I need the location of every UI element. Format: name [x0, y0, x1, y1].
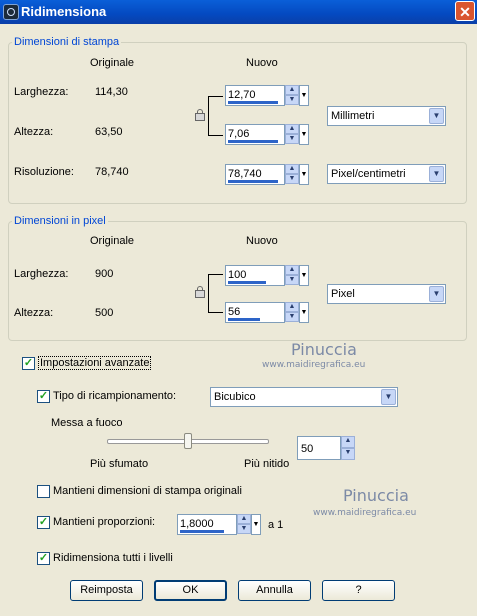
link-bracket — [208, 274, 223, 313]
advanced-settings-checkbox[interactable]: ✓ — [23, 357, 34, 369]
pixel-dimensions-label: Dimensioni in pixel — [14, 215, 106, 227]
pixel-col-original: Originale — [90, 235, 135, 247]
sharpness-label: Messa a fuoco — [51, 417, 123, 429]
spin-up-icon[interactable]: ▲ — [285, 124, 299, 134]
chevron-down-icon[interactable]: ▼ — [299, 164, 309, 185]
cancel-button[interactable]: Annulla — [238, 580, 311, 601]
close-button[interactable]: ✕ — [455, 1, 475, 21]
ratio-stepper[interactable] — [177, 514, 261, 535]
print-height-original: 63,50 — [95, 126, 123, 138]
lock-icon[interactable] — [195, 290, 205, 298]
spin-down-icon[interactable]: ▼ — [341, 448, 355, 460]
print-col-new: Nuovo — [246, 57, 278, 69]
lock-icon[interactable] — [195, 113, 205, 121]
spin-up-icon[interactable]: ▲ — [285, 302, 299, 312]
spin-down-icon[interactable]: ▼ — [285, 174, 299, 184]
spin-down-icon[interactable]: ▼ — [285, 312, 299, 322]
resize-all-layers-checkbox[interactable]: ✓ — [38, 552, 49, 564]
reset-button[interactable]: Reimposta — [70, 580, 143, 601]
chevron-down-icon[interactable]: ▼ — [299, 85, 309, 106]
pixel-height-stepper[interactable] — [225, 302, 309, 323]
ratio-suffix: a 1 — [268, 519, 284, 531]
print-height-label: Altezza: — [14, 126, 54, 138]
keep-ratio-label: Mantieni proporzioni: — [53, 516, 156, 528]
spin-up-icon[interactable]: ▲ — [285, 164, 299, 174]
print-height-stepper[interactable] — [225, 124, 309, 145]
pixel-width-stepper[interactable] — [225, 265, 309, 286]
print-col-original: Originale — [90, 57, 135, 69]
print-dimensions-label: Dimensioni di stampa — [14, 36, 120, 48]
resample-select[interactable]: Bicubico ▼ — [210, 387, 398, 407]
spin-down-icon[interactable]: ▼ — [237, 524, 251, 534]
chevron-down-icon[interactable]: ▼ — [251, 514, 261, 535]
watermark-name: Pinuccia — [291, 340, 357, 359]
spin-up-icon[interactable]: ▲ — [341, 436, 355, 448]
resolution-input[interactable]: 78,740 — [225, 164, 285, 185]
spin-down-icon[interactable]: ▼ — [285, 275, 299, 285]
spin-up-icon[interactable]: ▲ — [285, 265, 299, 275]
ok-button[interactable]: OK — [154, 580, 227, 601]
sharpness-slider-thumb[interactable] — [184, 433, 192, 449]
resize-all-layers-label: Ridimensiona tutti i livelli — [53, 552, 173, 564]
spin-down-icon[interactable]: ▼ — [285, 134, 299, 144]
print-height-input[interactable]: 7,06 — [225, 124, 285, 145]
spin-down-icon[interactable]: ▼ — [285, 95, 299, 105]
resolution-original: 78,740 — [95, 166, 129, 178]
keep-print-size-checkbox[interactable] — [37, 485, 50, 498]
keep-ratio-checkbox[interactable]: ✓ — [38, 516, 49, 528]
spin-up-icon[interactable]: ▲ — [285, 85, 299, 95]
chevron-down-icon[interactable]: ▼ — [429, 108, 444, 124]
pixel-width-label: Larghezza: — [14, 268, 69, 280]
pixel-col-new: Nuovo — [246, 235, 278, 247]
title-bar — [0, 0, 477, 24]
watermark-site: www.maidiregrafica.eu — [262, 360, 366, 370]
print-width-original: 114,30 — [95, 86, 128, 98]
pixel-width-input[interactable]: 100 — [225, 265, 285, 286]
chevron-down-icon[interactable]: ▼ — [429, 286, 444, 302]
chevron-down-icon[interactable]: ▼ — [429, 166, 444, 182]
resolution-label: Risoluzione: — [14, 166, 74, 178]
chevron-down-icon[interactable]: ▼ — [381, 389, 396, 405]
pixel-height-input[interactable]: 56 — [225, 302, 285, 323]
app-icon — [3, 4, 19, 20]
pixel-unit-select[interactable]: Pixel ▼ — [327, 284, 446, 304]
resolution-stepper[interactable] — [225, 164, 309, 185]
print-width-stepper[interactable] — [225, 85, 309, 106]
chevron-down-icon[interactable]: ▼ — [299, 302, 309, 323]
pixel-width-original: 900 — [95, 268, 114, 280]
slider-max-label: Più nitido — [244, 458, 290, 470]
chevron-down-icon[interactable]: ▼ — [299, 124, 309, 145]
watermark-site: www.maidiregrafica.eu — [313, 508, 417, 518]
print-width-label: Larghezza: — [14, 86, 69, 98]
pixel-height-original: 500 — [95, 307, 114, 319]
sharpness-stepper[interactable] — [297, 436, 355, 457]
window-title: Ridimensiona — [21, 4, 107, 19]
print-unit-select[interactable]: Millimetri ▼ — [327, 106, 446, 126]
print-width-input[interactable]: 12,70 — [225, 85, 285, 106]
ratio-input[interactable]: 1,8000 — [177, 514, 237, 535]
pixel-height-label: Altezza: — [14, 307, 54, 319]
resample-checkbox[interactable]: ✓ — [38, 390, 49, 402]
slider-min-label: Più sfumato — [90, 458, 149, 470]
keep-print-size-label: Mantieni dimensioni di stampa originali — [53, 485, 242, 497]
help-button[interactable]: ? — [322, 580, 395, 601]
advanced-settings-label[interactable]: Impostazioni avanzate — [40, 357, 150, 369]
link-bracket — [208, 96, 223, 136]
chevron-down-icon[interactable]: ▼ — [299, 265, 309, 286]
watermark-name: Pinuccia — [343, 486, 409, 505]
resample-label: Tipo di ricampionamento: — [53, 390, 177, 402]
sharpness-input[interactable]: 50 — [297, 436, 341, 460]
spin-up-icon[interactable]: ▲ — [237, 514, 251, 524]
resolution-unit-select[interactable]: Pixel/centimetri ▼ — [327, 164, 446, 184]
